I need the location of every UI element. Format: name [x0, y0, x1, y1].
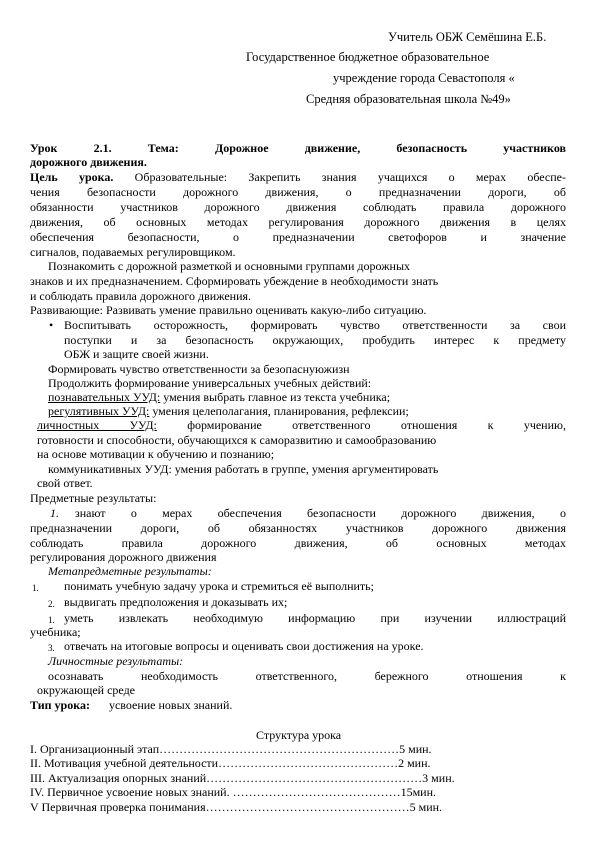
uud-regulatory	[48, 404, 409, 418]
uud-personal-line-1	[37, 418, 566, 432]
subject-result-line-3: соблюдать правила дорожного движения, об основных методах	[30, 536, 566, 550]
header-org-line-3: Средняя образовательная школа №49»	[306, 92, 511, 106]
uud-regulatory-label: регулятивных УУД:	[48, 404, 150, 418]
subject-result-line-2: предназначении дороги, об обязанностях участников дорожного движения	[30, 521, 566, 535]
goal-text-1: Образовательные: Закрепить знания учащихся о мерах обеспе-	[134, 170, 566, 184]
meta-item-4: отвечать на итоговые вопросы и оценивать свои достижения на уроке.	[64, 639, 424, 653]
lesson-title-line-1: Урок 2.1. Тема: Дорожное движение, безопасность участников	[30, 141, 566, 155]
meta-item-2-number: 2.	[48, 599, 55, 609]
lesson-type-label: Тип урока:	[30, 698, 90, 712]
meta-item-1: понимать учебную задачу урока и стремиться её выполнить;	[64, 579, 374, 593]
meta-item-2: выдвигать предположения и доказывать их;	[64, 595, 288, 609]
subject-results-label: Предметные результаты:	[30, 491, 157, 505]
goal-line-3: обязанности участников дорожного движения соблюдать правила дорожного	[30, 200, 566, 214]
lesson-title-line-2: дорожного движения.	[30, 155, 147, 169]
personal-results-label: Личностные результаты:	[48, 654, 184, 668]
uud-personal-text: формирование ответственного отношения к учению,	[156, 418, 566, 432]
uud-personal-label: личностных УУД:	[37, 418, 157, 432]
uud-cognitive-label: познавательных УУД:	[48, 390, 161, 404]
uud-communicative-line-1: коммуникативных УУД: умения работать в группе, умения аргументировать	[48, 462, 439, 476]
developmental-goal: Развивающие: Развивать умение правильно оценивать какую-либо ситуацию.	[30, 303, 427, 317]
intro-line-2: знаков и их предназначением. Сформировать убеждение в необходимости знать	[30, 274, 439, 288]
header-org-line-2: учреждение города Севастополя «	[333, 71, 515, 85]
uud-personal-line-3: на основе мотивации к обучению и познанию;	[37, 447, 275, 461]
meta-item-3-line-2: учебника;	[30, 625, 81, 639]
subject-result-line-1: знают о мерах обеспечения безопасности дорожного движения, о	[75, 506, 566, 520]
structure-item: IV. Первичное усвоение новых знаний. ……………………………………15мин.	[30, 785, 437, 799]
intro-line-1: Познакомить с дорожной разметкой и основными группами дорожных	[48, 259, 411, 273]
personal-result-line-2: окружающей среде	[37, 683, 136, 697]
goal-line-5: обеспечения безопасности, о предназначении светофоров и значение	[30, 230, 566, 244]
subject-result-line-4: регулирования дорожного движения	[30, 550, 217, 564]
structure-item: I. Организационный этап……………………………………………………5 мин.	[30, 742, 432, 756]
structure-item: II. Мотивация учебной деятельности………………………………………2 мин.	[30, 756, 431, 770]
meta-item-3-number: 1.	[48, 615, 55, 625]
bullet-line-2: поступки и за безопасность окружающих, пробудить интерес к предмету	[64, 333, 566, 347]
responsibility-line: Формировать чувство ответственности за безопаснуюжизн	[48, 362, 350, 376]
header-teacher: Учитель ОБЖ Семёшина Е.Б.	[388, 30, 547, 44]
meta-item-4-number: 3.	[48, 643, 55, 653]
meta-results-label: Метапредметные результаты:	[48, 564, 212, 578]
header-org-line-1: Государственное бюджетное образовательное	[246, 50, 490, 64]
structure-item: III. Актуализация опорных знаний………………………………………………3 мин.	[30, 771, 455, 785]
uud-regulatory-text: умения целеполагания, планирования, рефлексии;	[149, 404, 409, 418]
uud-personal-line-2: готовности и способности, обучающихся к саморазвитию и самообразованию	[37, 433, 437, 447]
uud-cognitive-text: умения выбрать главное из текста учебника;	[160, 390, 391, 404]
lesson-type-value: усвоение новых знаний.	[108, 698, 233, 712]
goal-line-1	[30, 170, 566, 184]
goal-line-6: сигналов, подаваемых регулировщиком.	[30, 245, 236, 259]
meta-item-1-number: 1.	[32, 583, 39, 593]
uud-communicative-line-2: свой ответ.	[37, 476, 93, 490]
goal-line-2: чения безопасности дорожного движения, о предназначении дороги, об	[30, 185, 566, 199]
structure-title: Структура урока	[256, 728, 342, 742]
uud-intro: Продолжить формирование универсальных учебных действий:	[48, 376, 372, 390]
structure-item: V Первичная проверка понимания……………………………………………5 мин.	[30, 800, 443, 814]
intro-line-3: и соблюдать правила дорожного движения.	[30, 289, 252, 303]
uud-cognitive	[48, 390, 390, 404]
personal-result-line-1: осознавать необходимость ответственного, бережного отношения к	[48, 669, 566, 683]
bullet-icon: •	[49, 318, 54, 332]
subject-result-number: 1.	[50, 506, 59, 520]
lesson-type	[30, 698, 232, 712]
meta-item-3-line-1: уметь извлекать необходимую информацию при изучении иллюстраций	[64, 611, 566, 625]
goal-label: Цель урока.	[30, 170, 114, 184]
bullet-line-3: ОБЖ и защите своей жизни.	[64, 347, 209, 361]
goal-line-4: движения, об основных методах регулирования дорожного движения в целях	[30, 215, 566, 229]
bullet-line-1: Воспитывать осторожность, формировать чувство ответственности за свои	[64, 318, 566, 332]
